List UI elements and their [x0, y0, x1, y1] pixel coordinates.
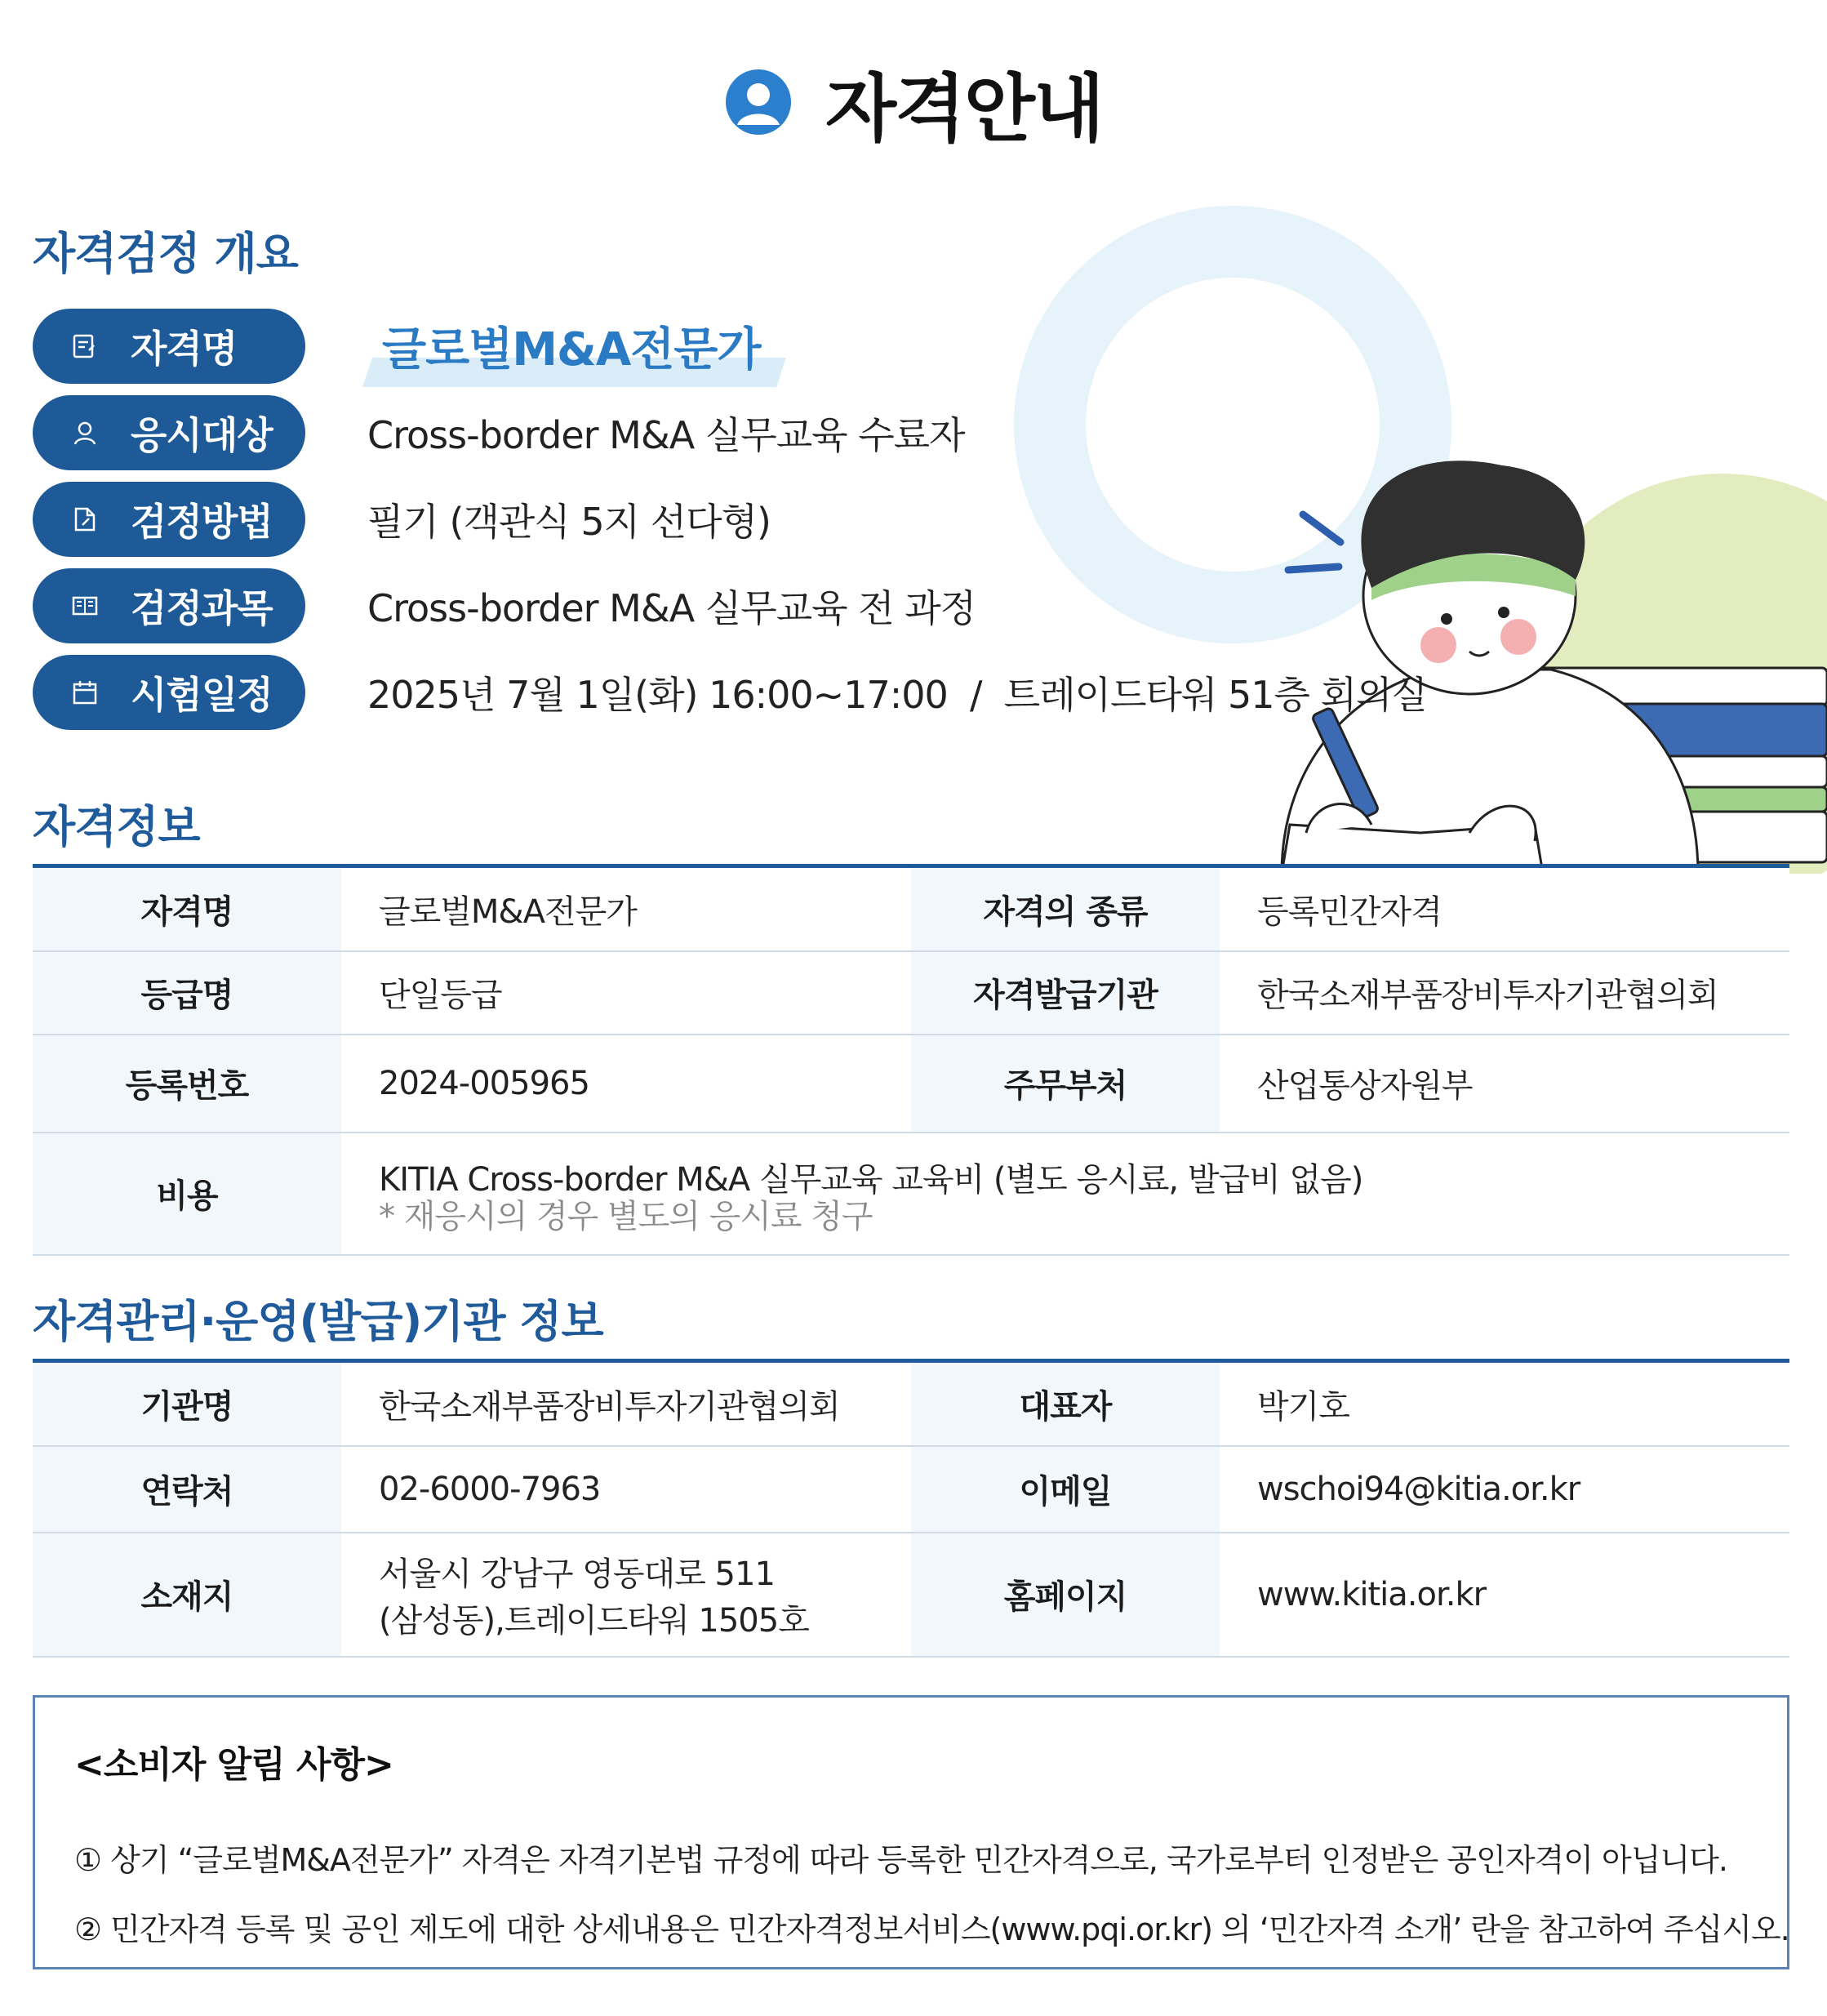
table-key: 등급명: [33, 951, 341, 1035]
cost-value: KITIA Cross-border M&A 실무교육 교육비 (별도 응시료, 발급비 없음): [379, 1161, 1363, 1199]
table-value: 박기호: [1220, 1361, 1789, 1446]
overview-value: 필기 (객관식 5지 선다형): [367, 500, 771, 544]
overview-value: Cross-border M&A 실무교육 전 과정: [367, 586, 976, 630]
document-edit-icon: [69, 503, 101, 536]
overview-label: 검정과목: [131, 586, 273, 630]
qualification-name-highlight: [367, 314, 781, 379]
overview-label: 검정방법: [131, 500, 273, 544]
homepage-link[interactable]: www.kitia.or.kr: [1220, 1533, 1789, 1657]
person-icon: [69, 416, 101, 449]
table-key: 자격명: [33, 866, 341, 951]
table-value: 산업통상자원부: [1220, 1035, 1789, 1133]
student-studying-illustration: [1012, 204, 1827, 874]
overview-row-schedule: [33, 655, 1427, 730]
overview-row-name: [33, 309, 761, 384]
table-value: 글로벌M&A전문가: [341, 866, 911, 951]
overview-label: 자격명: [131, 327, 238, 371]
overview-value: 2025년 7월 1일(화) 16:00~17:00 / 트레이드타워 51층 회의실: [367, 673, 1427, 717]
overview-label: 응시대상: [131, 413, 273, 457]
table-row: [33, 1533, 1789, 1657]
overview-row-method: [33, 482, 771, 557]
table-key: 홈페이지: [911, 1533, 1220, 1657]
table-value-cost: [341, 1133, 1789, 1255]
page-header: [0, 49, 1827, 155]
certificate-icon: [69, 330, 101, 363]
overview-label-pill: [33, 655, 305, 730]
table-value: 한국소재부품장비투자기관협의회: [1220, 951, 1789, 1035]
email-value[interactable]: wschoi94@kitia.or.kr: [1220, 1446, 1789, 1533]
table-value: 단일등급: [341, 951, 911, 1035]
table-key: 자격발급기관: [911, 951, 1220, 1035]
table-key: 소재지: [33, 1533, 341, 1657]
section-title-overview: 자격검정 개요: [33, 228, 298, 279]
table-key: 기관명: [33, 1361, 341, 1446]
table-row: [33, 1035, 1789, 1133]
address-line-2: (삼성동),트레이드타워 1505호: [379, 1601, 809, 1640]
overview-row-subject: [33, 568, 976, 643]
table-row: [33, 1361, 1789, 1446]
table-row: [33, 1446, 1789, 1533]
table-key: 대표자: [911, 1361, 1220, 1446]
consumer-notice-box: [33, 1695, 1789, 1969]
overview-row-target: [33, 395, 965, 470]
organization-info-table: [33, 1359, 1789, 1658]
user-circle-icon: [724, 68, 793, 136]
table-key: 자격의 종류: [911, 866, 1220, 951]
overview-label: 시험일정: [131, 673, 273, 717]
address-value: [341, 1533, 911, 1657]
notice-item: ② 민간자격 등록 및 공인 제도에 대한 상세내용은 민간자격정보서비스(www.pqi.or.kr) 의 ‘민간자격 소개’ 란을 참고하여 주십시오.: [74, 1911, 1789, 1947]
overview-value: Cross-border M&A 실무교육 수료자: [367, 413, 965, 457]
overview-label-pill: [33, 568, 305, 643]
table-key: 비용: [33, 1133, 341, 1255]
table-key: 연락처: [33, 1446, 341, 1533]
overview-label-pill: [33, 482, 305, 557]
table-value: 2024-005965: [341, 1035, 911, 1133]
background-ring-hole: [1086, 278, 1380, 572]
table-row: [33, 951, 1789, 1035]
section-title-org: 자격관리·운영(발급)기관 정보: [33, 1296, 603, 1347]
cost-note: * 재응시의 경우 별도의 응시료 청구: [379, 1198, 873, 1235]
table-key: 등록번호: [33, 1035, 341, 1133]
overview-label-pill: [33, 309, 305, 384]
overview-label-pill: [33, 395, 305, 470]
table-value: 등록민간자격: [1220, 866, 1789, 951]
page-title: 자격안내: [825, 66, 1103, 152]
notice-item: ① 상기 “글로벌M&A전문가” 자격은 자격기본법 규정에 따라 등록한 민간자격으로, 국가로부터 인정받은 공인자격이 아닙니다.: [74, 1842, 1727, 1878]
section-title-info: 자격정보: [33, 801, 200, 852]
table-row: [33, 866, 1789, 951]
book-icon: [69, 590, 101, 622]
qualification-info-table: [33, 864, 1789, 1256]
notice-title: <소비자 알림 사항>: [74, 1744, 393, 1786]
overview-value: 글로벌M&A전문가: [382, 323, 761, 376]
table-key: 주무부처: [911, 1035, 1220, 1133]
table-value: 한국소재부품장비투자기관협의회: [341, 1361, 911, 1446]
address-line-1: 서울시 강남구 영동대로 511: [379, 1555, 775, 1593]
table-row-cost: [33, 1133, 1789, 1255]
calendar-icon: [69, 676, 101, 709]
table-value: 02-6000-7963: [341, 1446, 911, 1533]
table-key: 이메일: [911, 1446, 1220, 1533]
